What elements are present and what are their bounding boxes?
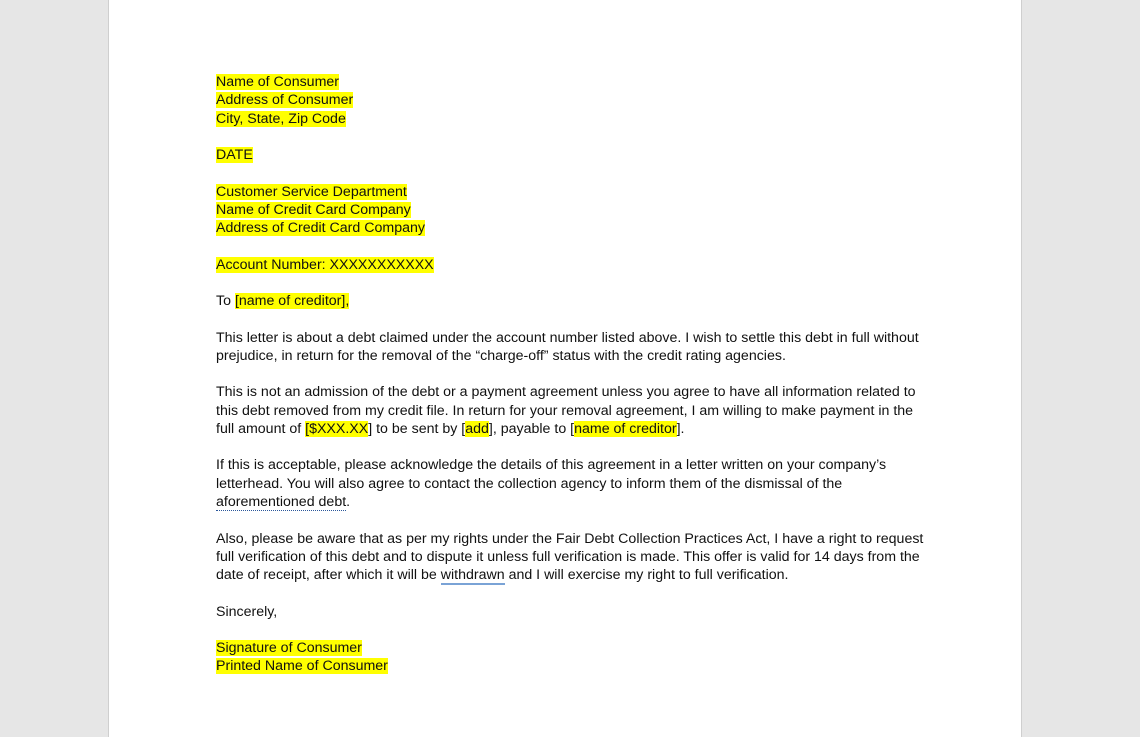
payee-placeholder: name of creditor bbox=[574, 420, 677, 437]
paragraph-3-line-3 bbox=[216, 493, 916, 511]
paragraph-1-line-1: This letter is about a debt claimed under the account number listed above. I wish to settle this debt in full without bbox=[216, 329, 919, 346]
salutation-prefix: To bbox=[216, 293, 235, 310]
letter-date: DATE bbox=[216, 147, 253, 164]
paragraph-2-line-2: this debt removed from my credit file. In return for your removal agreement, I am willing to make payment in the bbox=[216, 402, 914, 419]
signature-line: Signature of Consumer bbox=[216, 640, 362, 657]
recipient-department: Customer Service Department bbox=[216, 183, 407, 200]
recipient-block bbox=[216, 183, 916, 238]
date-block bbox=[216, 146, 916, 164]
sender-address: Address of Consumer bbox=[216, 92, 354, 109]
paragraph-2-line-1: This is not an admission of the debt or a payment agreement unless you agree to have all information related to bbox=[216, 384, 916, 401]
document-page[interactable] bbox=[108, 0, 1022, 737]
letter-body[interactable] bbox=[216, 73, 924, 694]
paragraph-2-text-c: ], payable to [ bbox=[488, 420, 575, 437]
salutation-creditor: [name of creditor], bbox=[234, 293, 350, 310]
sender-block bbox=[216, 73, 916, 128]
grammar-flagged-phrase[interactable]: aforementioned debt bbox=[216, 494, 347, 511]
paragraph-4-line-2: full verification of this debt and to dispute it unless full verification is made. This offer is valid for 14 days from the bbox=[216, 548, 920, 565]
paragraph-2 bbox=[216, 383, 916, 438]
account-number: Account Number: XXXXXXXXXXX bbox=[216, 256, 434, 273]
closing-block bbox=[216, 603, 916, 621]
paragraph-4-text-a: date of receipt, after which it will be bbox=[216, 567, 441, 584]
paragraph-3-period: . bbox=[346, 494, 351, 511]
paragraph-1 bbox=[216, 329, 919, 366]
paragraph-2-text-a: full amount of bbox=[216, 420, 306, 437]
salutation bbox=[216, 292, 916, 310]
paragraph-2-line-3 bbox=[216, 420, 916, 438]
paragraph-2-text-d: ]. bbox=[676, 420, 685, 437]
recipient-company: Name of Credit Card Company bbox=[216, 201, 411, 218]
closing: Sincerely, bbox=[216, 603, 278, 620]
paragraph-3-line-1: If this is acceptable, please acknowledge the details of this agreement in a letter written on your company’s bbox=[216, 457, 887, 474]
paragraph-4-line-1: Also, please be aware that as per my rights under the Fair Debt Collection Practices Act, I have a right to request bbox=[216, 530, 924, 547]
paragraph-1-line-2: prejudice, in return for the removal of the “charge-off” status with the credit rating agencies. bbox=[216, 347, 786, 364]
paragraph-4 bbox=[216, 530, 924, 585]
style-flagged-word[interactable]: withdrawn bbox=[440, 567, 505, 584]
paragraph-4-line-3 bbox=[216, 566, 916, 584]
paragraph-3-line-2: letterhead. You will also agree to contact the collection agency to inform them of the dismissal of the bbox=[216, 475, 843, 492]
paragraph-2-text-b: ] to be sent by [ bbox=[368, 420, 466, 437]
amount-placeholder: [$XXX.XX bbox=[305, 420, 369, 437]
paragraph-4-text-b: and I will exercise my right to full verification. bbox=[504, 567, 789, 584]
paragraph-3 bbox=[216, 456, 916, 511]
sender-name: Name of Consumer bbox=[216, 74, 340, 90]
account-block bbox=[216, 256, 916, 274]
recipient-address: Address of Credit Card Company bbox=[216, 220, 425, 237]
printed-name: Printed Name of Consumer bbox=[216, 658, 388, 675]
signature-block bbox=[216, 639, 916, 676]
sender-city-state-zip: City, State, Zip Code bbox=[216, 110, 346, 127]
method-placeholder: add bbox=[465, 420, 489, 437]
